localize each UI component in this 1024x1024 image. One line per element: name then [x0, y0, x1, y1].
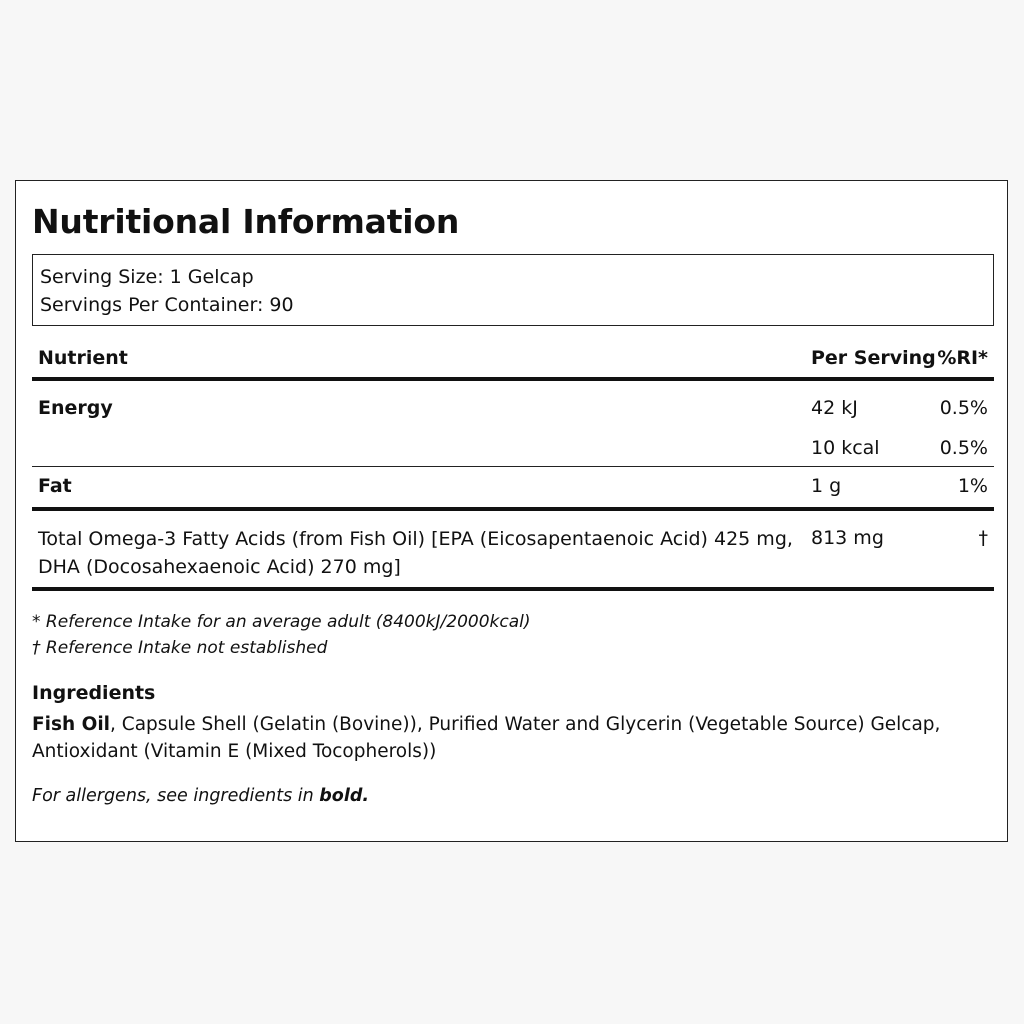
- table-row-energy: [32, 381, 994, 467]
- allergen-note-prefix: For allergens, see ingredients in: [32, 786, 320, 806]
- footnote-dagger: † Reference Intake not established: [32, 638, 328, 658]
- fat-label: Fat: [38, 475, 72, 497]
- nutrition-panel: [15, 180, 1008, 842]
- header-per-serving: Per Serving: [811, 347, 936, 369]
- allergen-note: [32, 783, 369, 809]
- footnote-ri: * Reference Intake for an average adult (8400kJ/2000kcal): [32, 612, 531, 632]
- omega3-value: 813 mg: [811, 527, 884, 549]
- energy-kcal-ri: 0.5%: [939, 437, 988, 459]
- allergen-ingredient: Fish Oil: [32, 714, 111, 735]
- serving-size: Serving Size: 1 Gelcap: [40, 266, 254, 288]
- energy-kj-ri: 0.5%: [939, 397, 988, 419]
- serving-info-box: [32, 254, 994, 326]
- servings-per-container: Servings Per Container: 90: [40, 294, 294, 316]
- ingredients-text: [32, 711, 997, 765]
- energy-kj-value: 42 kJ: [811, 397, 858, 419]
- energy-kcal-value: 10 kcal: [811, 437, 880, 459]
- fat-ri: 1%: [957, 475, 988, 497]
- page-title: Nutritional Information: [32, 202, 460, 241]
- table-row-fat: [32, 467, 994, 511]
- fat-value: 1 g: [811, 475, 842, 497]
- omega3-label: Total Omega-3 Fatty Acids (from Fish Oil) [EPA (Eicosapentaenoic Acid) 425 mg, DHA (Docosahexaenoic Acid) 270 mg]: [38, 528, 793, 578]
- energy-label: Energy: [38, 397, 113, 419]
- allergen-note-bold: bold.: [319, 786, 370, 806]
- ingredients-rest: , Capsule Shell (Gelatin (Bovine)), Purified Water and Glycerin (Vegetable Source) Gelcap, Antioxidant (Vitamin E (Mixed Tocopherols)): [32, 714, 941, 762]
- omega3-ri: †: [978, 527, 988, 549]
- ingredients-heading: Ingredients: [32, 682, 156, 704]
- table-row-omega3: [32, 511, 994, 591]
- footnotes: [32, 609, 531, 661]
- header-ri: %RI*: [937, 347, 988, 369]
- nutrition-table: [32, 341, 994, 591]
- table-header-row: [32, 341, 994, 381]
- header-nutrient: Nutrient: [38, 347, 128, 369]
